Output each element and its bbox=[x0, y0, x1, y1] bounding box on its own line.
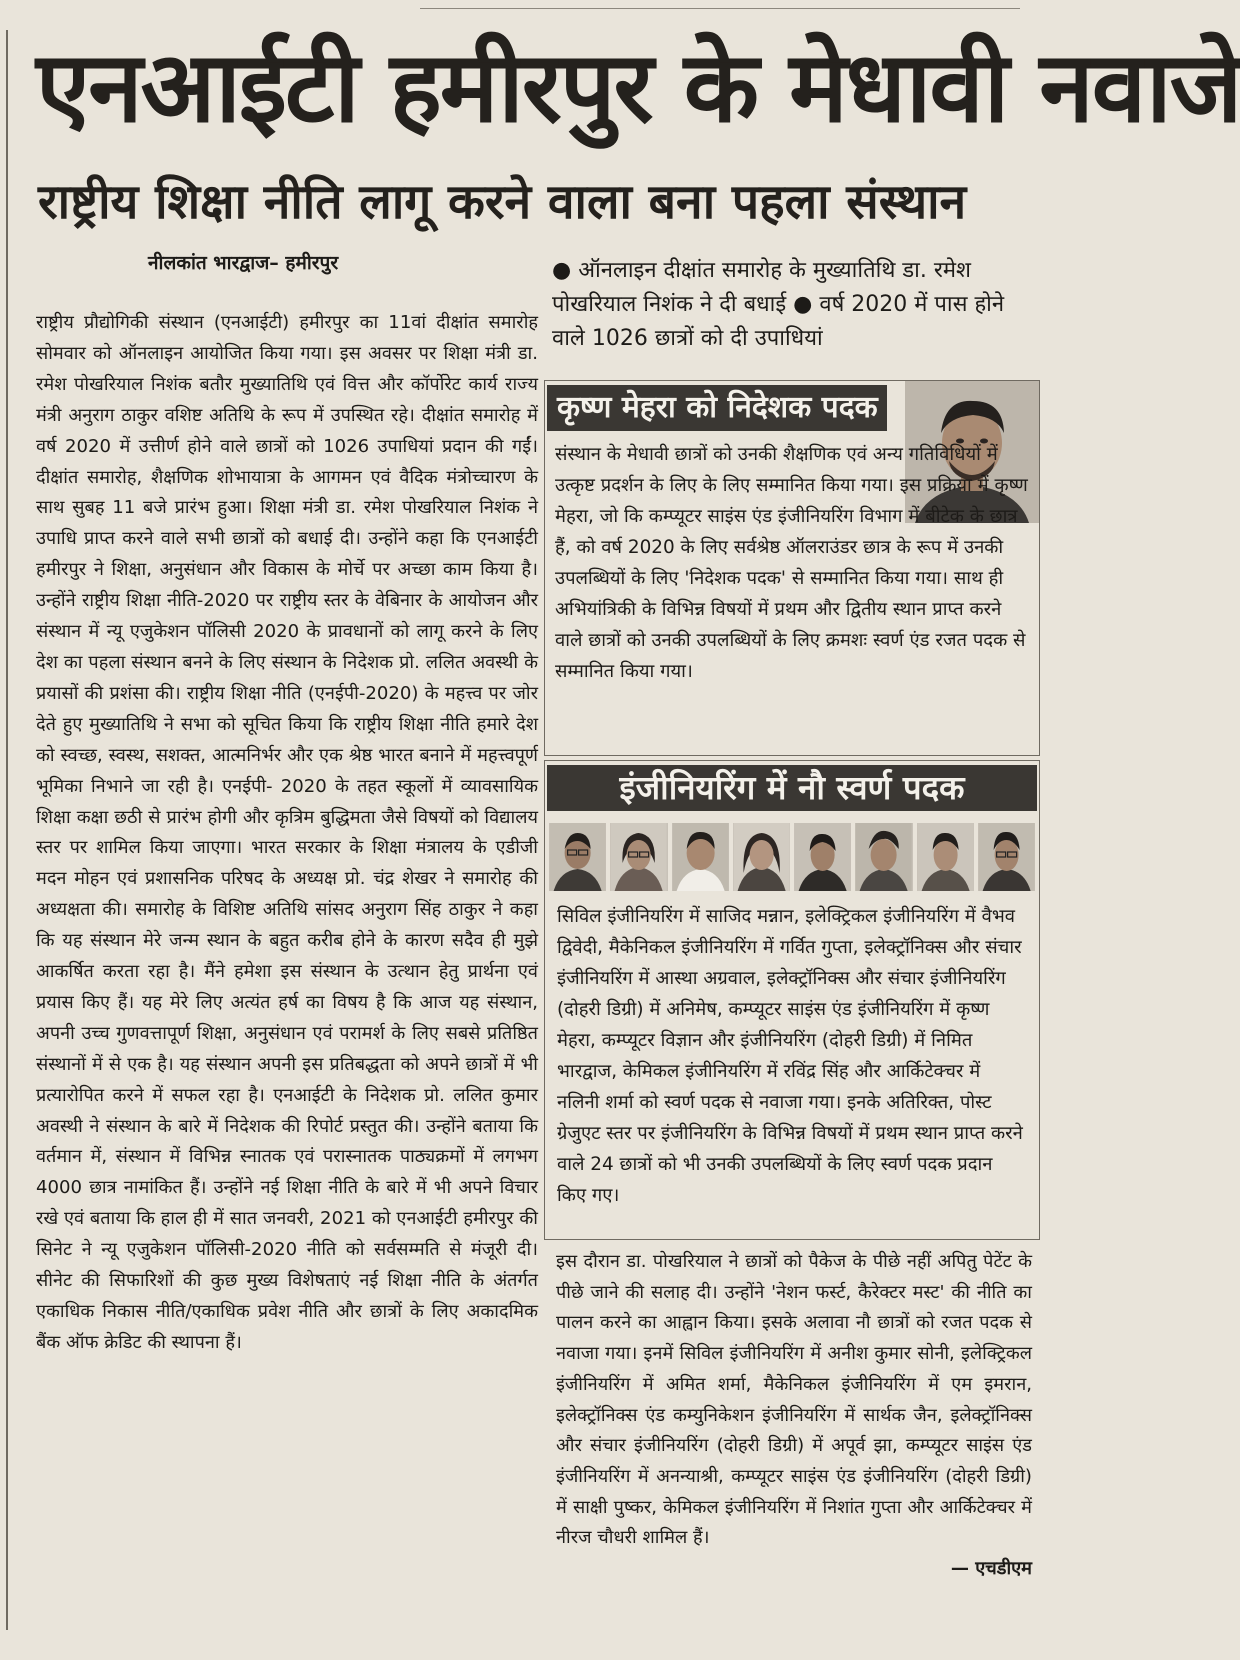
medalist-photo bbox=[549, 823, 606, 891]
main-article-text: राष्ट्रीय प्रौद्योगिकी संस्थान (एनआईटी) हमीरपुर का 11वां दीक्षांत समारोह सोमवार को ऑनलाइन आयोजित किया गया। इस अवसर पर शिक्षा मंत्री डा. रमेश पोखरियाल निशंक बतौर मुख्यातिथि एवं वित्त और कॉर्पोरेट कार्य राज्य मंत्री अनुराग ठाकुर वशिष्ट अतिथि के रूप में उपस्थित रहे। दीक्षांत समारोह में वर्ष 2020 में उत्तीर्ण होने वाले छात्रों को 1026 उपाधियां प्रदान की गईं। दीक्षांत समारोह, शैक्षणिक शोभायात्रा के आगमन एवं वैदिक मंत्रोच्चारण के साथ सुबह 11 बजे प्रारंभ हुआ। शिक्षा मंत्री डा. रमेश पोखरियाल निशंक ने उपाधि प्राप्त करने वाले सभी छात्रों को बधाई दी। उन्होंने कहा कि एनआईटी हमीरपुर ने शिक्षा, अनुसंधान और विकास के मोर्चे पर अच्छा काम किया है। उन्होंने राष्ट्रीय शिक्षा नीति-2020 पर राष्ट्रीय स्तर के वेबिनार के आयोजन और संस्थान में न्यू एजुकेशन पॉलिसी 2020 के प्रावधानों को लागू करने के लिए देश का पहला संस्थान बनने के लिए संस्थान के निदेशक प्रो. ललित अवस्थी के प्रयासों की प्रशंसा की। राष्ट्रीय शिक्षा नीति (एनईपी-2020) के महत्त्व पर जोर देते हुए मुख्यातिथि ने सभा को सूचित किया कि राष्ट्रीय शिक्षा नीति हमारे देश को स्वच्छ, स्वस्थ, सशक्त, आत्मनिर्भर और एक श्रेष्ठ भारत बनाने में महत्त्वपूर्ण भूमिका निभाने जा रही है। एनईपी- 2020 के तहत स्कूलों में व्यावसायिक शिक्षा कक्षा छठी से प्रारंभ होगी और कृत्रिम बुद्धिमता जैसे विषयों को विद्यालय स्तर पर शामिल किया जाएगा। भारत सरकार के शिक्षा मंत्रालय के एडीजी मदन मोहन एवं प्रशासनिक परिषद के अध्यक्ष प्रो. चंद्र शेखर ने समारोह की अध्यक्षता की। समारोह के विशिष्ट अतिथि सांसद अनुराग सिंह ठाकुर ने कहा कि यह संस्थान मेरे जन्म स्थान के बहुत करीब होने के कारण सदैव ही मुझे आकर्षित करता रहा है। मैंने हमेशा इस संस्थान के उत्थान हेतु प्रार्थना एवं प्रयास किए हैं। यह मेरे लिए अत्यंत हर्ष का विषय है कि आज यह संस्थान, अपनी उच्च गुणवत्तापूर्ण शिक्षा, अनुसंधान एवं परामर्श के लिए सबसे प्रतिष्ठित संस्थानों में से एक है। यह संस्थान अपनी इस प्रतिबद्धता को अपने छात्रों में भी प्रत्यारोपित करने में सफल रहा है। एनआईटी के निदेशक प्रो. ललित कुमार अवस्थी ने संस्थान के बारे में निदेशक की रिपोर्ट प्रस्तुत की। उन्होंने बताया कि वर्तमान में, संस्थान में विभिन्न स्नातक एवं परास्नातक पाठ्यक्रमों में लगभग 4000 छात्र नामांकित हैं। उन्होंने नई शिक्षा नीति के बारे में भी अपने विचार रखे एवं बताया कि हाल ही में सात जनवरी, 2021 को एनआईटी हमीरपुर की सिनेट ने न्यू एजुकेशन पॉलिसी-2020 नीति को सर्वसम्मति से मंजूरी दी। सीनेट की सिफारिशों की कुछ मुख्य विशेषताएं नई शिक्षा नीति के अंतर्गत एकाधिक निकास नीति/एकाधिक प्रवेश नीति और छात्रों के लिए अकादमिक बैंक ऑफ क्रेडिट की स्थापना हैं। bbox=[36, 312, 538, 1353]
gold-medals-box bbox=[544, 760, 1040, 1240]
right-column-text bbox=[556, 1247, 1032, 1585]
medalist-photo bbox=[917, 823, 974, 891]
medalist-photo bbox=[672, 823, 729, 891]
signoff: — एचडीएम bbox=[950, 1558, 1032, 1580]
medalist-photo bbox=[855, 823, 912, 891]
medalist-photo bbox=[794, 823, 851, 891]
director-medal-heading: कृष्ण मेहरा को निदेशक पदक bbox=[547, 385, 887, 431]
top-page-strip bbox=[420, 0, 1020, 9]
gold-medals-text: सिविल इंजीनियरिंग में साजिद मन्नान, इलेक्ट्रिकल इंजीनियरिंग में वैभव द्विवेदी, मैकेनिकल इंजीनियरिंग में गर्वित गुप्ता, इलेक्ट्रॉनिक्स और संचार इंजीनियरिंग में आस्था अग्रवाल, इलेक्ट्रॉनिक्स और संचार इंजीनियरिंग (दोहरी डिग्री) में अनिमेष, कम्प्यूटर साइंस एंड इंजीनियरिंग में कृष्ण मेहरा, कम्प्यूटर विज्ञान और इंजीनियरिंग (दोहरी डिग्री) में निमित भारद्वाज, केमिकल इंजीनियरिंग में रविंद्र सिंह और आर्किटेक्चर में नलिनी शर्मा को स्वर्ण पदक से नवाजा गया। इनके अतिरिक्त, पोस्ट ग्रेजुएट स्तर पर इंजीनियरिंग के विभिन्न विषयों में प्रथम स्थान प्राप्त करने वाले 24 छात्रों को भी उनकी उपलब्धियों के लिए स्वर्ण पदक प्रदान किए गए। bbox=[557, 906, 1023, 1206]
medalist-photo bbox=[733, 823, 790, 891]
director-medal-text: संस्थान के मेधावी छात्रों को उनकी शैक्षणिक एवं अन्य गतिविधियों में उत्कृष्ट प्रदर्शन के लिए के लिए सम्मानित किया गया। इस प्रक्रिया में कृष्ण मेहरा, जो कि कम्प्यूटर साइंस एंड इंजीनियरिंग विभाग में बीटेक के छात्र हैं, को वर्ष 2020 के लिए सर्वश्रेष्ठ ऑलराउंडर छात्र के रूप में उनकी उपलब्धियों के लिए 'निदेशक पदक' से सम्मानित किया गया। साथ ही अभियांत्रिकी के विभिन्न विषयों में प्रथम और द्वितीय स्थान प्राप्त करने वाले छात्रों को उनकी उपलब्धियों के लिए क्रमशः स्वर्ण एंड रजत पदक से सम्मानित किया गया। bbox=[555, 444, 1028, 682]
director-medal-box bbox=[544, 380, 1040, 756]
medalist-photo-strip bbox=[549, 823, 1035, 891]
right-column-body: इस दौरान डा. पोखरियाल ने छात्रों को पैकेज के पीछे नहीं अपितु पेटेंट के पीछे जाने की सलाह दी। उन्होंने 'नेशन फर्स्ट, कैरेक्टर मस्ट' की नीति का पालन करने का आह्वान किया। इसके अलावा नौ छात्रों को रजत पदक से नवाजा गया। इनमें सिविल इंजीनियरिंग में अनीश कुमार सोनी, इलेक्ट्रिकल इंजीनियरिंग में अमित शर्मा, मैकेनिकल इंजीनियरिंग में एम इमरान, इलेक्ट्रॉनिक्स एंड कम्युनिकेशन इंजीनियरिंग में सार्थक जैन, इलेक्ट्रॉनिक्स और संचार इंजीनियरिंग (दोहरी डिग्री) में अपूर्व झा, कम्प्यूटर साइंस एंड इंजीनियरिंग में अनन्याश्री, कम्प्यूटर साइंस एंड इंजीनियरिंग (दोहरी डिग्री) में साक्षी पुष्कर, केमिकल इंजीनियरिंग में निशांत गुप्ता और आर्किटेक्चर में नीरज चौधरी शामिल हैं। bbox=[556, 1251, 1032, 1549]
headline: एनआईटी हमीरपुर के मेधावी नवाजे bbox=[36, 31, 1240, 145]
subheadline: राष्ट्रीय शिक्षा नीति लागू करने वाला बना पहला संस्थान bbox=[38, 174, 967, 230]
byline: नीलकांत भारद्वाज– हमीरपुर bbox=[148, 252, 339, 274]
left-column-rule bbox=[6, 30, 8, 1630]
gold-medals-heading: इंजीनियरिंग में नौ स्वर्ण पदक bbox=[547, 765, 1037, 811]
medalist-photo bbox=[610, 823, 667, 891]
medalist-photo bbox=[978, 823, 1035, 891]
article-highlights: ● ऑनलाइन दीक्षांत समारोह के मुख्यातिथि डा. रमेश पोखरियाल निशंक ने दी बधाई ● वर्ष 2020 में पास होने वाले 1026 छात्रों को दी उपाधियां bbox=[552, 258, 1005, 351]
